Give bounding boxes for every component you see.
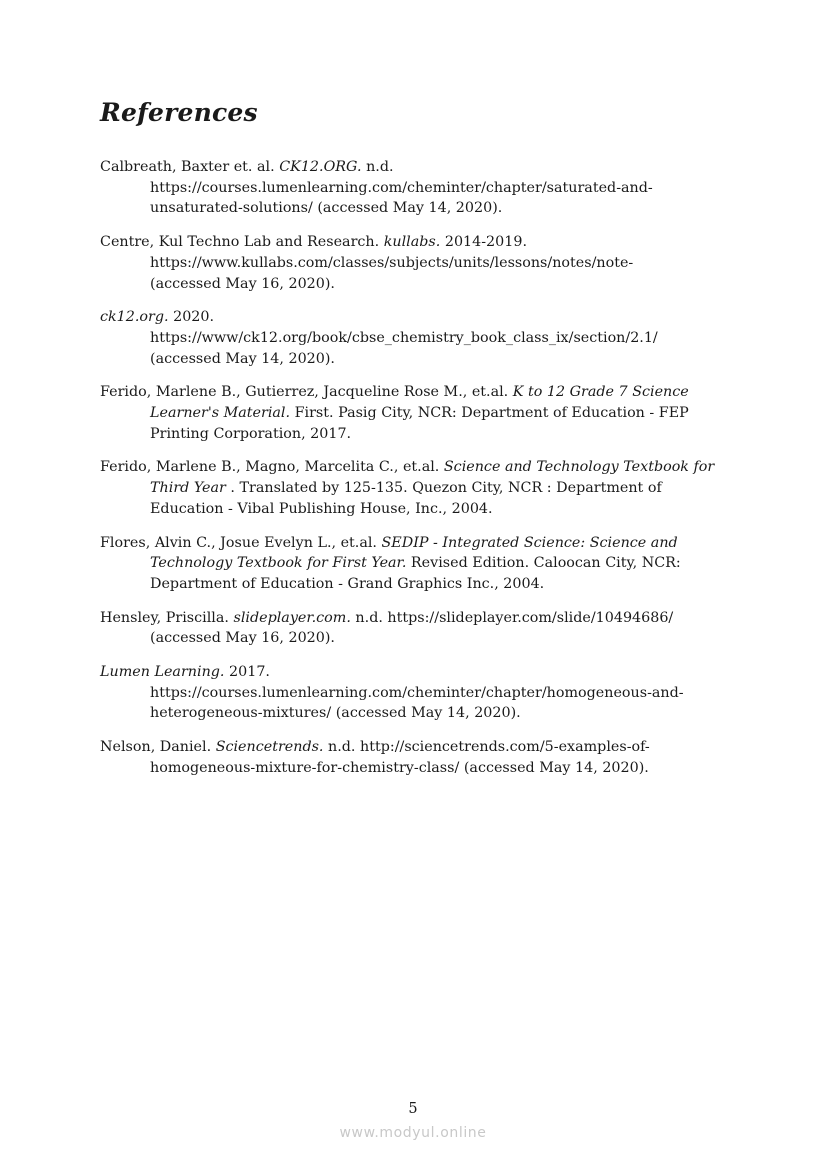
reference-text: n.d. https://slideplayer.com/slide/10494686/	[350, 609, 674, 626]
reference-text: 2014-2019.	[440, 234, 527, 251]
reference-text: Flores, Alvin C., Josue Evelyn L., et.al.	[100, 534, 382, 551]
reference-entry	[100, 457, 740, 519]
reference-text: Ferido, Marlene B., Gutierrez, Jacqueline Rose M., et.al.	[100, 384, 513, 401]
reference-text: Nelson, Daniel.	[100, 739, 216, 756]
reference-title: kullabs.	[383, 234, 441, 251]
reference-text: Department of Education - Grand Graphics Inc., 2004.	[150, 575, 545, 592]
reference-text: Revised Edition. Caloocan City, NCR:	[406, 555, 681, 572]
reference-title: Technology Textbook for First Year.	[150, 555, 407, 572]
reference-entry	[100, 382, 740, 444]
reference-list	[100, 157, 740, 792]
reference-text: n.d. http://sciencetrends.com/5-examples-of-	[323, 739, 650, 756]
reference-title: Science and Technology Textbook for	[443, 459, 715, 476]
reference-entry	[100, 737, 740, 778]
reference-text: homogeneous-mixture-for-chemistry-class/ (accessed May 14, 2020).	[150, 759, 649, 776]
reference-title: CK12.ORG.	[279, 159, 362, 175]
reference-text: Printing Corporation, 2017.	[150, 425, 352, 442]
reference-title: Lumen Learning.	[100, 664, 225, 681]
page-number: 5	[408, 1101, 418, 1117]
reference-title: ck12.org.	[100, 309, 169, 326]
reference-text: (accessed May 16, 2020).	[150, 630, 335, 647]
reference-entry	[100, 157, 740, 219]
reference-text: https://www/ck12.org/book/cbse_chemistry_book_class_ix/section/2.1/	[150, 329, 658, 346]
reference-title: slideplayer.com.	[233, 609, 351, 626]
reference-entry	[100, 533, 740, 595]
reference-entry	[100, 662, 740, 724]
reference-text: 2020.	[168, 309, 215, 326]
reference-entry	[100, 608, 740, 649]
reference-text: (accessed May 16, 2020).	[150, 275, 335, 292]
reference-text: https://www.kullabs.com/classes/subjects/units/lessons/notes/note-	[150, 254, 634, 271]
page-title: References	[100, 98, 258, 127]
reference-text: heterogeneous-mixtures/ (accessed May 14, 2020).	[150, 705, 521, 722]
watermark: www.modyul.online	[339, 1125, 487, 1141]
reference-text: https://courses.lumenlearning.com/cheminter/chapter/saturated-and-	[150, 179, 653, 196]
reference-text: (accessed May 14, 2020).	[150, 350, 335, 367]
reference-text: unsaturated-solutions/ (accessed May 14, 2020).	[150, 200, 503, 217]
reference-title: SEDIP - Integrated Science: Science and	[381, 534, 678, 551]
reference-text: Hensley, Priscilla.	[100, 609, 234, 626]
reference-text: https://courses.lumenlearning.com/cheminter/chapter/homogeneous-and-	[150, 684, 684, 701]
reference-text: Education - Vibal Publishing House, Inc., 2004.	[150, 500, 493, 517]
reference-text: Calbreath, Baxter et. al.	[100, 159, 280, 175]
reference-text: Ferido, Marlene B., Magno, Marcelita C., et.al.	[100, 459, 444, 476]
reference-text: 2017.	[224, 664, 270, 681]
reference-entry	[100, 307, 740, 369]
reference-title: Learner's Material.	[150, 405, 291, 422]
reference-title: K to 12 Grade 7 Science	[512, 384, 689, 401]
reference-text: Centre, Kul Techno Lab and Research.	[100, 234, 384, 251]
reference-entry	[100, 232, 740, 294]
reference-text: n.d.	[361, 159, 394, 175]
reference-text: First. Pasig City, NCR: Department of Education - FEP	[290, 405, 689, 422]
reference-title: Third Year	[150, 480, 226, 497]
reference-title: Sciencetrends.	[215, 739, 324, 756]
reference-text: . Translated by 125-135. Quezon City, NCR : Department of	[225, 480, 662, 497]
